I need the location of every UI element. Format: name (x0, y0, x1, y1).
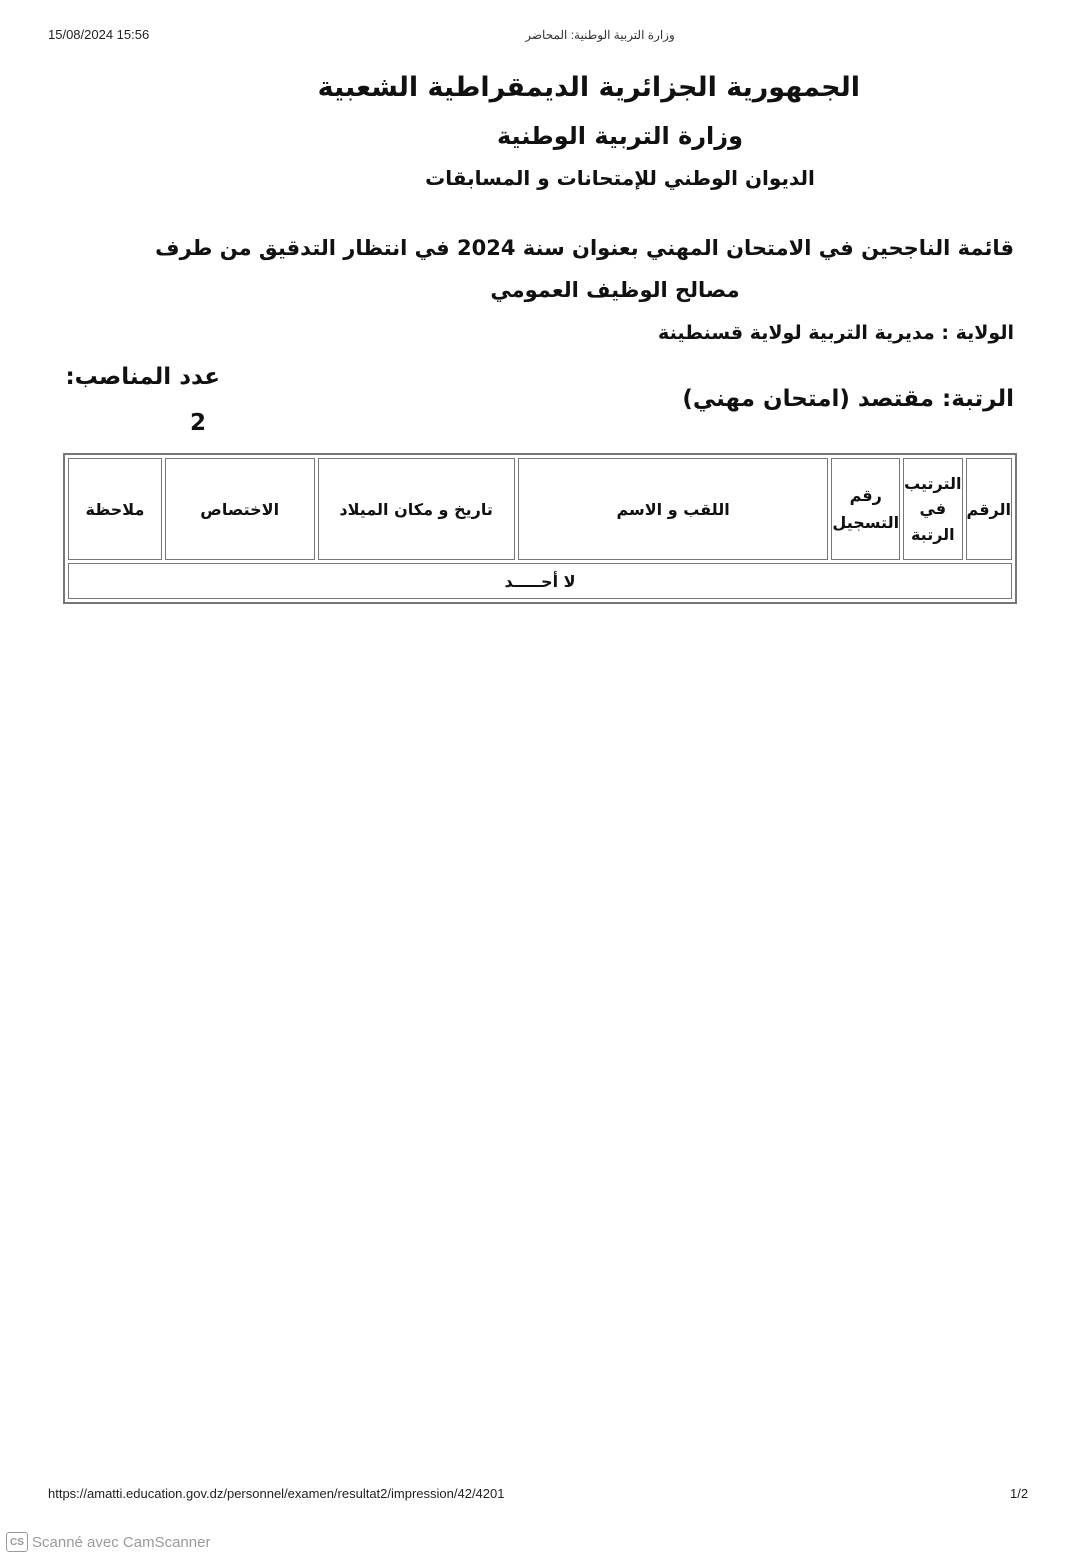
footer-page-number: 1/2 (1010, 1486, 1029, 1501)
header-number: الرقم (966, 458, 1012, 560)
office-heading: الديوان الوطني للإمتحانات و المسابقات (425, 166, 815, 190)
header-registration: رقم التسجيل (831, 458, 900, 560)
header-specialty: الاختصاص (165, 458, 315, 560)
print-datetime: 15/08/2024 15:56 (48, 27, 150, 42)
table-header-row (68, 458, 1012, 560)
grade-line: الرتبة: مقتصد (امتحان مهني) (682, 386, 1014, 412)
posts-count-label: عدد المناصب: (65, 364, 220, 390)
ministry-heading: وزارة التربية الوطنية (496, 122, 744, 150)
list-title-continuation: مصالح الوظيف العمومي (490, 278, 740, 302)
results-table (63, 453, 1017, 604)
wilaya-line: الولاية : مديرية التربية لولاية قسنطينة (658, 322, 1014, 344)
header-name: اللقب و الاسم (518, 458, 829, 560)
print-page-title: وزارة التربية الوطنية: المحاضر (525, 28, 675, 42)
header-birth: تاريخ و مكان الميلاد (318, 458, 515, 560)
header-note: ملاحظة (68, 458, 162, 560)
table-row (68, 563, 1012, 599)
no-results-cell: لا أحـــــد (68, 563, 1012, 599)
list-title: قائمة الناجحين في الامتحان المهني بعنوان سنة 2024 في انتظار التدقيق من طرف (155, 236, 1014, 260)
camscanner-watermark (6, 1532, 210, 1552)
posts-count-value: 2 (190, 410, 207, 436)
camscanner-text: Scanné avec CamScanner (32, 1533, 211, 1551)
republic-heading: الجمهورية الجزائرية الديمقراطية الشعبية (317, 72, 860, 103)
header-rank: الترتيب في الرتبة (903, 458, 962, 560)
camscanner-logo-icon: CS (6, 1532, 28, 1552)
footer-url: https://amatti.education.gov.dz/personnel/examen/resultat2/impression/42/4201 (48, 1486, 505, 1501)
